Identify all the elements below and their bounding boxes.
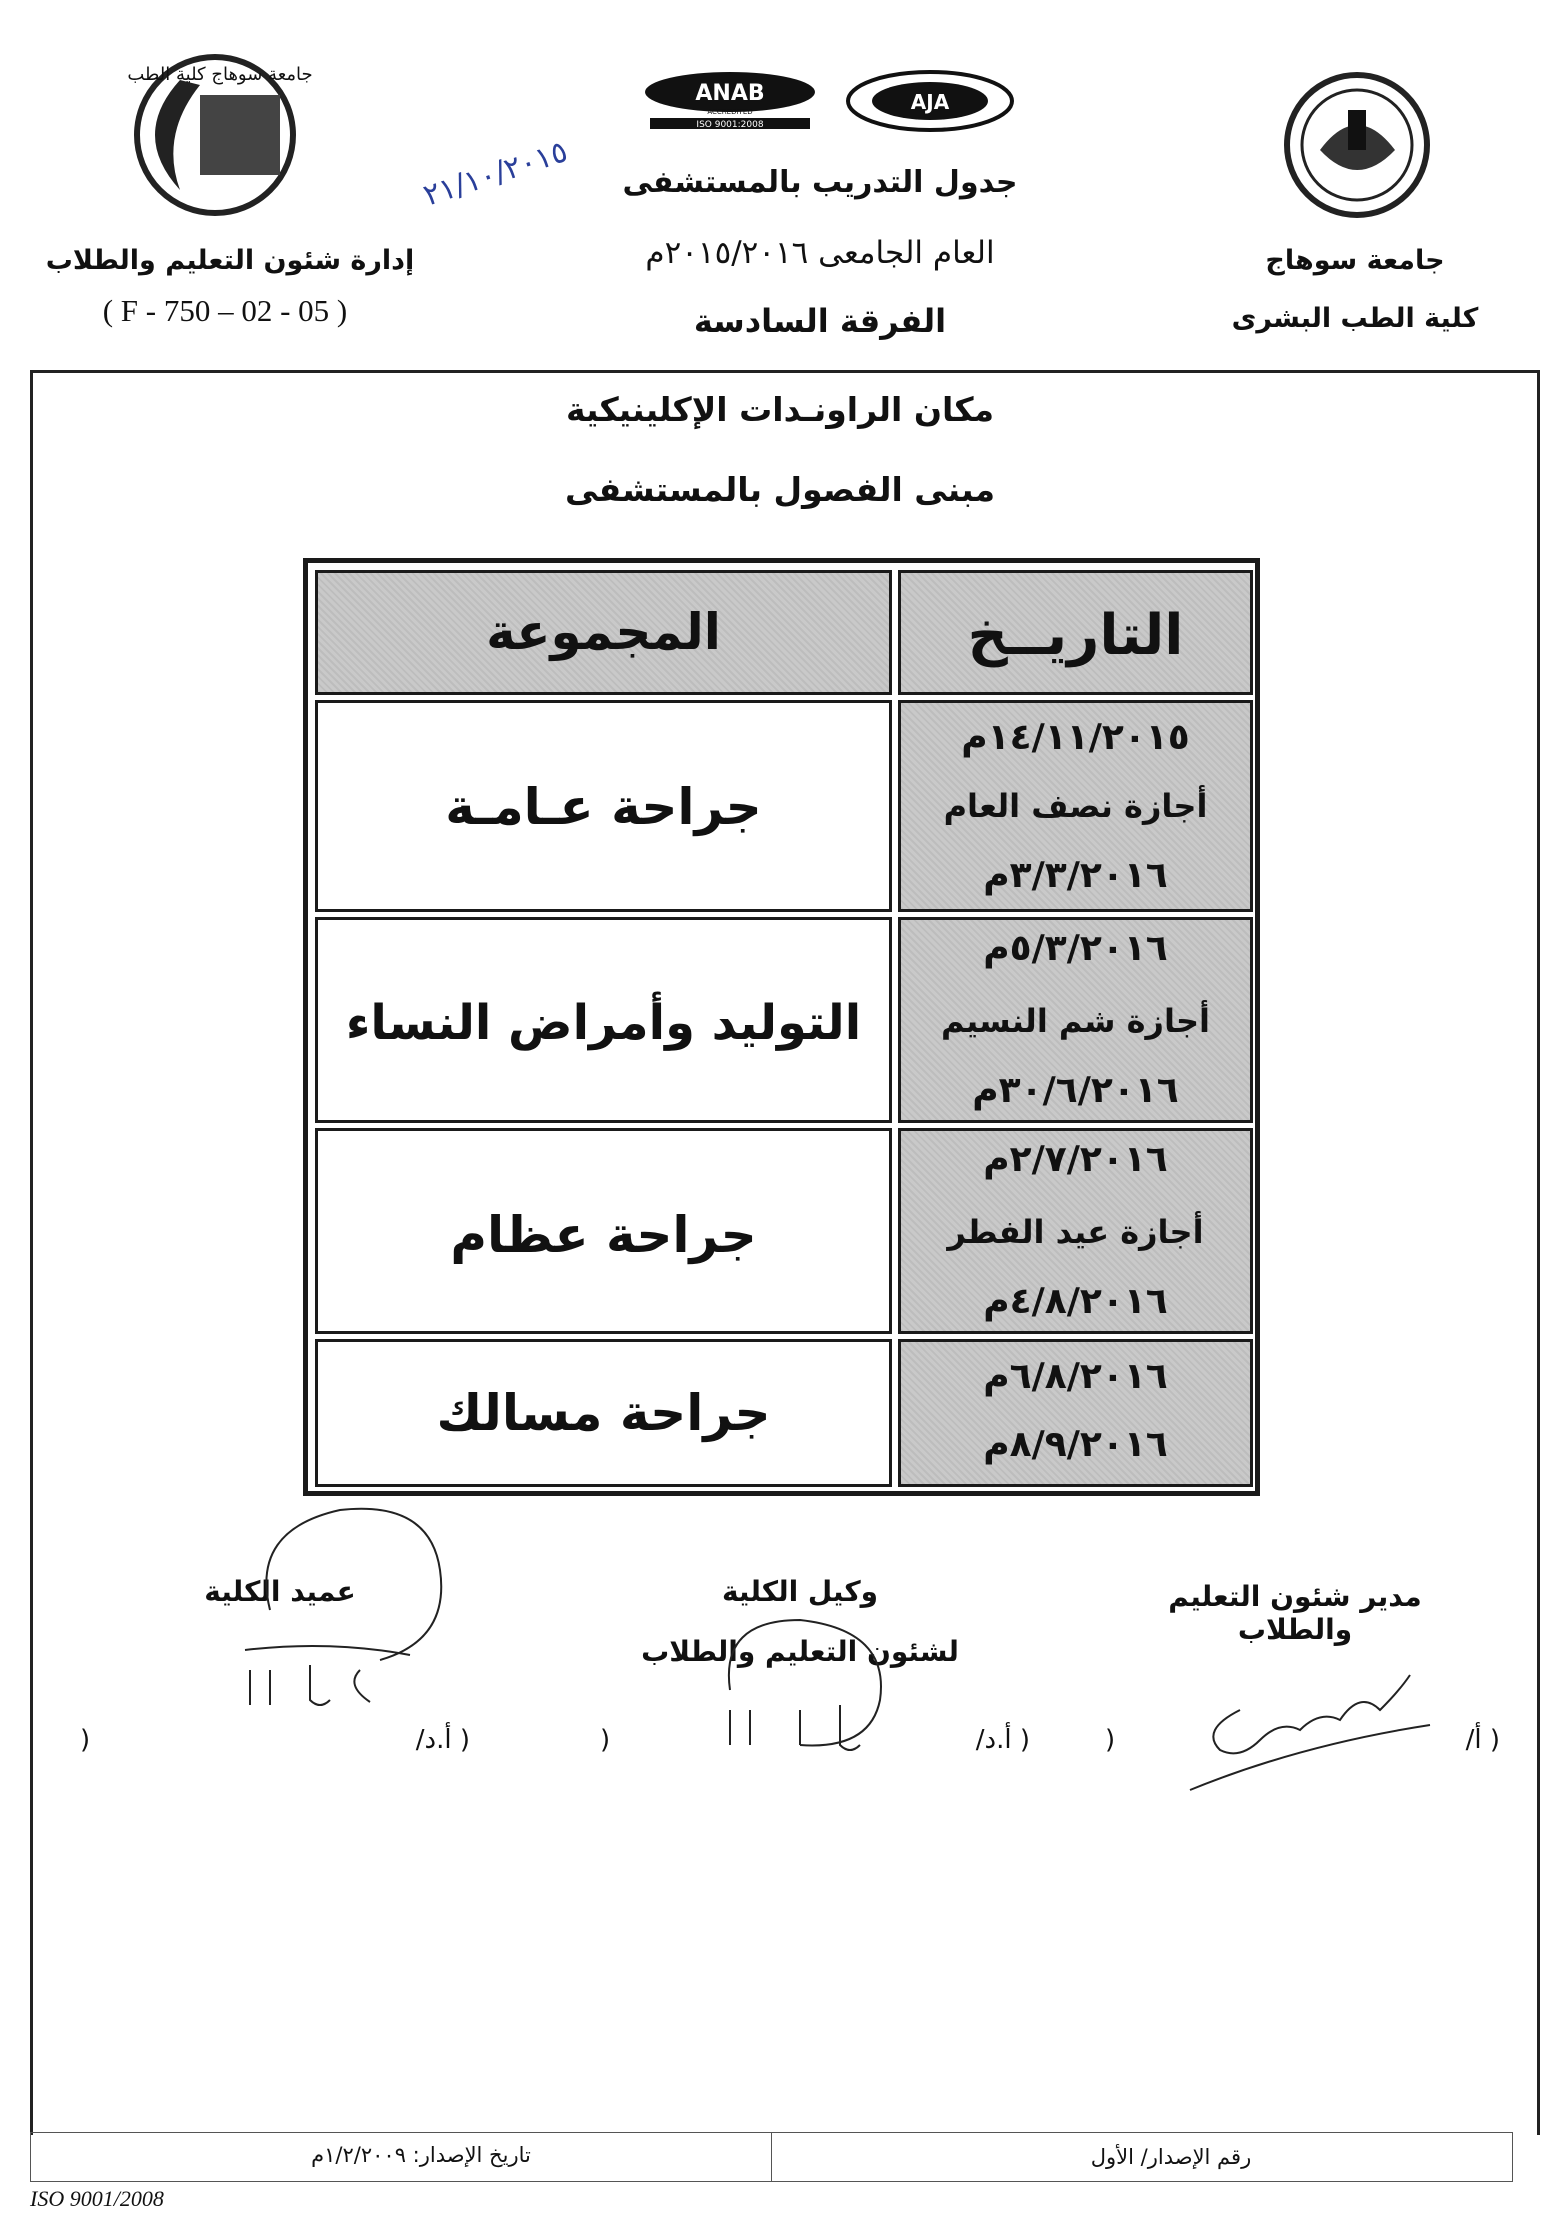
- director-signature-prefix: ( أ/: [1465, 1725, 1500, 1755]
- svg-text:ANAB: ANAB: [695, 81, 765, 106]
- table-row-4-group: [315, 1339, 892, 1487]
- vice-dean-signature-prefix: ( أ.د/: [975, 1725, 1030, 1755]
- location-line1: مكان الراونـدات الإكلينيكية: [565, 390, 995, 429]
- schedule-table: [303, 558, 1260, 1496]
- academic-year: العام الجامعى ٢٠١٥/٢٠١٦م: [645, 235, 995, 271]
- date-start: ٥/٣/٢٠١٦م: [983, 928, 1168, 969]
- faculty-name: كلية الطب البشرى: [1231, 303, 1479, 334]
- group-name: التوليد وأمراض النساء: [345, 995, 862, 1051]
- date-end: ٨/٩/٢٠١٦م: [983, 1424, 1168, 1465]
- issue-date: تاريخ الإصدار: ١/٢/٢٠٠٩م: [311, 2143, 531, 2167]
- group-name: جراحة عـامـة: [445, 778, 762, 836]
- dean-title: عميد الكلية: [204, 1575, 356, 1608]
- vice-dean-subtitle: لشئون التعليم والطلاب: [641, 1635, 959, 1668]
- form-code: ( F - 750 – 02 - 05 ): [102, 293, 348, 328]
- dean-signature-scribble: [230, 1490, 470, 1720]
- date-end: ٤/٨/٢٠١٦م: [983, 1281, 1168, 1322]
- date-end: ٣/٣/٢٠١٦م: [983, 855, 1168, 896]
- dean-signature-prefix: ( أ.د/: [415, 1725, 470, 1755]
- page-title: جدول التدريب بالمستشفى: [622, 165, 1018, 200]
- table-row-1-date: [898, 700, 1253, 912]
- table-row-1-group: [315, 700, 892, 912]
- handwritten-date: ٢١/١٠/٢٠١٥: [419, 134, 572, 214]
- dean-signature-close: ): [80, 1725, 91, 1755]
- header-cell-group: [315, 570, 892, 695]
- footer-divider: [771, 2133, 772, 2181]
- anab-logo: [640, 70, 820, 130]
- faculty-logo: [70, 40, 360, 230]
- group-name: جراحة مسالك: [436, 1384, 771, 1442]
- group-name: جراحة عظام: [450, 1206, 757, 1264]
- aja-logo: [845, 70, 1015, 132]
- table-row-4-date: [898, 1339, 1253, 1487]
- left-logo-text: جامعة سوهاج كلية الطب: [127, 64, 313, 85]
- holiday-label: أجازة شم النسيم: [941, 1002, 1210, 1040]
- header-cell-date: [898, 570, 1253, 695]
- svg-text:ISO 9001:2008: ISO 9001:2008: [696, 120, 764, 130]
- vice-dean-signature-close: ): [600, 1725, 611, 1755]
- date-end: ٣٠/٦/٢٠١٦م: [972, 1070, 1179, 1111]
- table-row-3-group: [315, 1128, 892, 1334]
- director-signature-scribble: [1180, 1650, 1440, 1800]
- location-line2: مبنى الفصول بالمستشفى: [564, 470, 996, 509]
- frame-right: [1537, 370, 1540, 2135]
- issue-number: رقم الإصدار/ الأول: [1090, 2145, 1252, 2169]
- holiday-label: أجازة عيد الفطر: [947, 1213, 1204, 1251]
- iso-label: ISO 9001/2008: [30, 2186, 164, 2211]
- svg-text:ACCREDITED: ACCREDITED: [707, 108, 753, 116]
- date-start: ١٤/١١/٢٠١٥م: [961, 717, 1190, 758]
- column-header-group: المجموعة: [486, 603, 721, 661]
- director-title: مدير شئون التعليم والطلاب: [1168, 1580, 1422, 1646]
- university-name: جامعة سوهاج: [1265, 245, 1445, 276]
- university-seal: [1270, 70, 1445, 220]
- footer-box: [30, 2132, 1513, 2182]
- director-signature-close: ): [1105, 1725, 1116, 1755]
- department-name: إدارة شئون التعليم والطلاب: [45, 245, 415, 276]
- table-row-2-group: [315, 917, 892, 1123]
- holiday-label: أجازة نصف العام: [943, 787, 1208, 825]
- level-label: الفرقة السادسة: [693, 302, 947, 340]
- svg-text:AJA: AJA: [910, 90, 950, 114]
- vice-dean-signature-scribble: [700, 1580, 930, 1780]
- vice-dean-title: وكيل الكلية: [721, 1575, 879, 1608]
- header-divider: [30, 370, 1540, 373]
- date-start: ٢/٧/٢٠١٦م: [983, 1139, 1168, 1180]
- date-start: ٦/٨/٢٠١٦م: [983, 1356, 1168, 1397]
- table-row-3-date: [898, 1128, 1253, 1334]
- table-row-2-date: [898, 917, 1253, 1123]
- column-header-date: التاريــخ: [967, 603, 1184, 668]
- frame-left: [30, 370, 33, 2135]
